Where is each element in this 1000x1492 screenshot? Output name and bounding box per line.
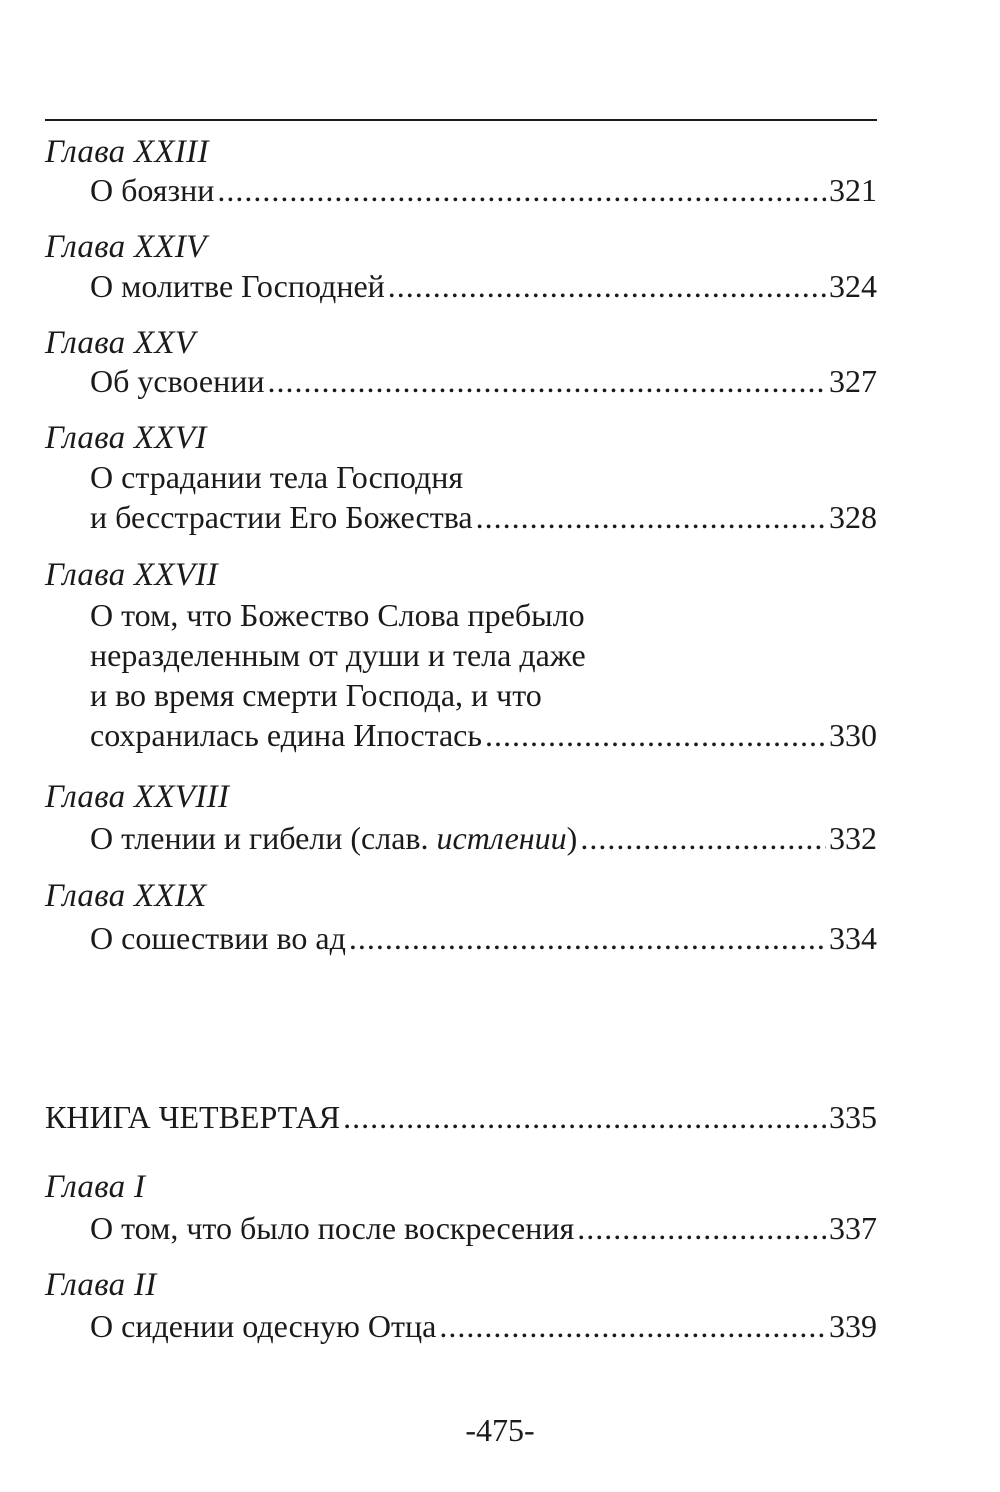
chapter-heading: Глава I bbox=[45, 1169, 146, 1205]
chapter-heading: Глава XXIV bbox=[45, 229, 207, 265]
dot-leader bbox=[485, 715, 826, 755]
page-number: 339 bbox=[829, 1308, 877, 1344]
dot-leader bbox=[476, 497, 826, 537]
header-rule bbox=[45, 119, 877, 121]
entry-line: О том, что Божество Слова пребыло bbox=[90, 597, 585, 633]
entry-line: О страдании тела Господня bbox=[90, 459, 464, 495]
toc-entry bbox=[90, 1208, 877, 1248]
toc-entry bbox=[90, 266, 877, 306]
dot-leader bbox=[577, 1208, 826, 1248]
chapter-heading: Глава XXVI bbox=[45, 420, 207, 456]
book-entry bbox=[45, 1097, 877, 1137]
entry-title: О сидении одесную Отца bbox=[90, 1308, 437, 1344]
entry-title: О сошествии во ад bbox=[90, 920, 346, 956]
entry-title: О молитве Господней bbox=[90, 268, 385, 304]
toc-entry bbox=[90, 170, 877, 210]
chapter-heading: Глава XXV bbox=[45, 325, 196, 361]
page-number: 327 bbox=[829, 363, 877, 399]
toc-entry bbox=[90, 595, 877, 755]
page-number: 328 bbox=[829, 499, 877, 535]
dot-leader bbox=[217, 170, 826, 210]
folio-page-number: -475- bbox=[465, 1412, 535, 1448]
page-number: 332 bbox=[829, 820, 877, 856]
book-title: КНИГА ЧЕТВЕРТАЯ bbox=[45, 1099, 341, 1135]
page-number: 337 bbox=[829, 1210, 877, 1246]
chapter-heading: Глава XXIX bbox=[45, 878, 207, 914]
entry-title-italic: истлении bbox=[436, 820, 567, 856]
chapter-heading: Глава II bbox=[45, 1267, 157, 1303]
dot-leader bbox=[439, 1306, 826, 1346]
entry-title: сохранилась едина Ипостась bbox=[90, 717, 482, 753]
entry-title-tail: ) bbox=[566, 820, 578, 856]
entry-title: О боязни bbox=[90, 172, 215, 208]
entry-title: О том, что было после воскресения bbox=[90, 1210, 575, 1246]
page-number: 330 bbox=[829, 717, 877, 753]
page-number: 321 bbox=[829, 172, 877, 208]
page-number: 334 bbox=[829, 920, 877, 956]
entry-title: и бесстрастии Его Божества bbox=[90, 499, 473, 535]
entry-title bbox=[90, 818, 577, 858]
entry-line: и во время смерти Господа, и что bbox=[90, 677, 542, 713]
toc-entry bbox=[90, 918, 877, 958]
chapter-heading: Глава XXIII bbox=[45, 134, 209, 170]
dot-leader bbox=[267, 361, 826, 401]
dot-leader bbox=[580, 818, 826, 858]
entry-title: Об усвоении bbox=[90, 363, 265, 399]
page-number: 335 bbox=[829, 1099, 877, 1135]
chapter-heading: Глава XXVII bbox=[45, 557, 218, 593]
dot-leader bbox=[388, 266, 826, 306]
dot-leader bbox=[349, 918, 826, 958]
entry-title-text: О тлении и гибели (слав. bbox=[90, 820, 437, 856]
toc-entry bbox=[90, 361, 877, 401]
toc-entry bbox=[90, 457, 877, 537]
entry-line: неразделенным от души и тела даже bbox=[90, 637, 586, 673]
chapter-heading: Глава XXVIII bbox=[45, 779, 230, 815]
dot-leader bbox=[343, 1097, 826, 1137]
toc-entry bbox=[90, 818, 877, 858]
toc-entry bbox=[90, 1306, 877, 1346]
page-number: 324 bbox=[829, 268, 877, 304]
